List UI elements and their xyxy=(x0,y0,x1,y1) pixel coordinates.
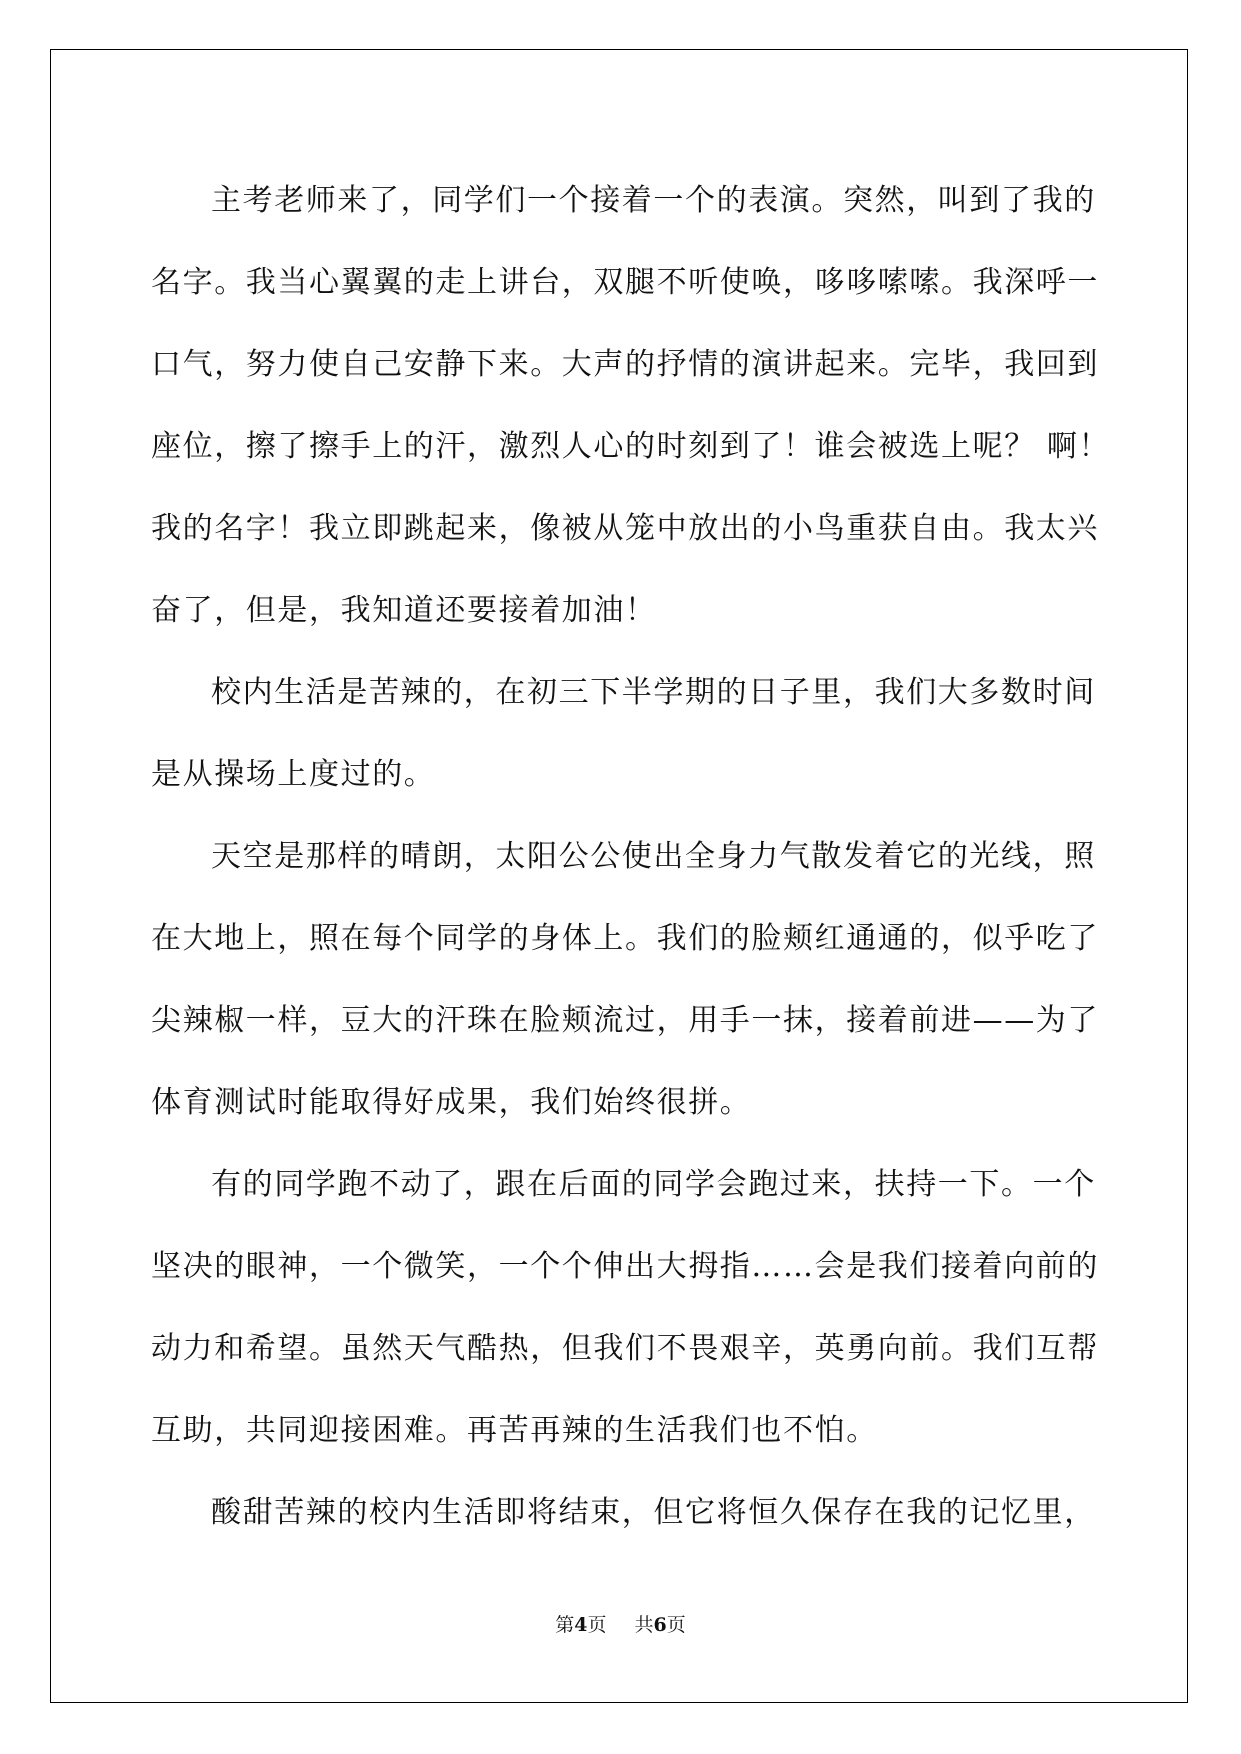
text-line: 口气，努力使自己安静下来。大声的抒情的演讲起来。完毕，我回到 xyxy=(151,347,1099,382)
text-line: 主考老师来了，同学们一个接着一个的表演。突然，叫到了我的 xyxy=(211,183,1096,218)
paragraph xyxy=(151,160,1111,652)
current-page-number: 4 xyxy=(574,1614,588,1636)
text-line: 体育测试时能取得好成果，我们始终很拼。 xyxy=(151,1085,752,1120)
text-line: 动力和希望。虽然天气酷热，但我们不畏艰辛，英勇向前。我们互帮 xyxy=(151,1331,1099,1366)
page-footer xyxy=(0,1610,1241,1637)
paragraph xyxy=(151,816,1099,1144)
page-suffix: 页 xyxy=(587,1614,607,1636)
paragraph xyxy=(151,652,1096,816)
text-line: 名字。我当心翼翼的走上讲台，双腿不听使唤，哆哆嗦嗦。我深呼一 xyxy=(151,265,1099,300)
total-suffix: 页 xyxy=(666,1614,686,1636)
text-line: 校内生活是苦辣的，在初三下半学期的日子里，我们大多数时间 xyxy=(211,675,1096,710)
text-line: 我的名字！我立即跳起来，像被从笼中放出的小鸟重获自由。我太兴 xyxy=(151,511,1099,546)
text-line: 在大地上，照在每个同学的身体上。我们的脸颊红通通的，似乎吃了 xyxy=(151,921,1099,956)
text-line: 是从操场上度过的。 xyxy=(151,757,436,792)
document-body xyxy=(151,160,1111,1554)
paragraph xyxy=(151,1472,1096,1554)
text-line: 互助，共同迎接困难。再苦再辣的生活我们也不怕。 xyxy=(151,1413,878,1448)
text-line: 奋了，但是，我知道还要接着加油！ xyxy=(151,593,657,628)
text-line: 有的同学跑不动了，跟在后面的同学会跑过来，扶持一下。一个 xyxy=(211,1167,1096,1202)
text-line: 尖辣椒一样，豆大的汗珠在脸颊流过，用手一抹，接着前进——为了 xyxy=(151,1003,1099,1038)
total-pages-number: 6 xyxy=(653,1614,667,1636)
paragraph xyxy=(151,1144,1099,1472)
text-line: 天空是那样的晴朗，太阳公公使出全身力气散发着它的光线，照 xyxy=(211,839,1096,874)
text-line: 坚决的眼神，一个微笑，一个个伸出大拇指……会是我们接着向前的 xyxy=(151,1249,1099,1284)
page-prefix: 第 xyxy=(555,1614,575,1636)
text-line: 酸甜苦辣的校内生活即将结束，但它将恒久保存在我的记忆里， xyxy=(211,1495,1096,1530)
total-prefix: 共 xyxy=(634,1614,654,1636)
text-line: 座位，擦了擦手上的汗，激烈人心的时刻到了！谁会被选上呢？ 啊！ xyxy=(151,429,1111,464)
